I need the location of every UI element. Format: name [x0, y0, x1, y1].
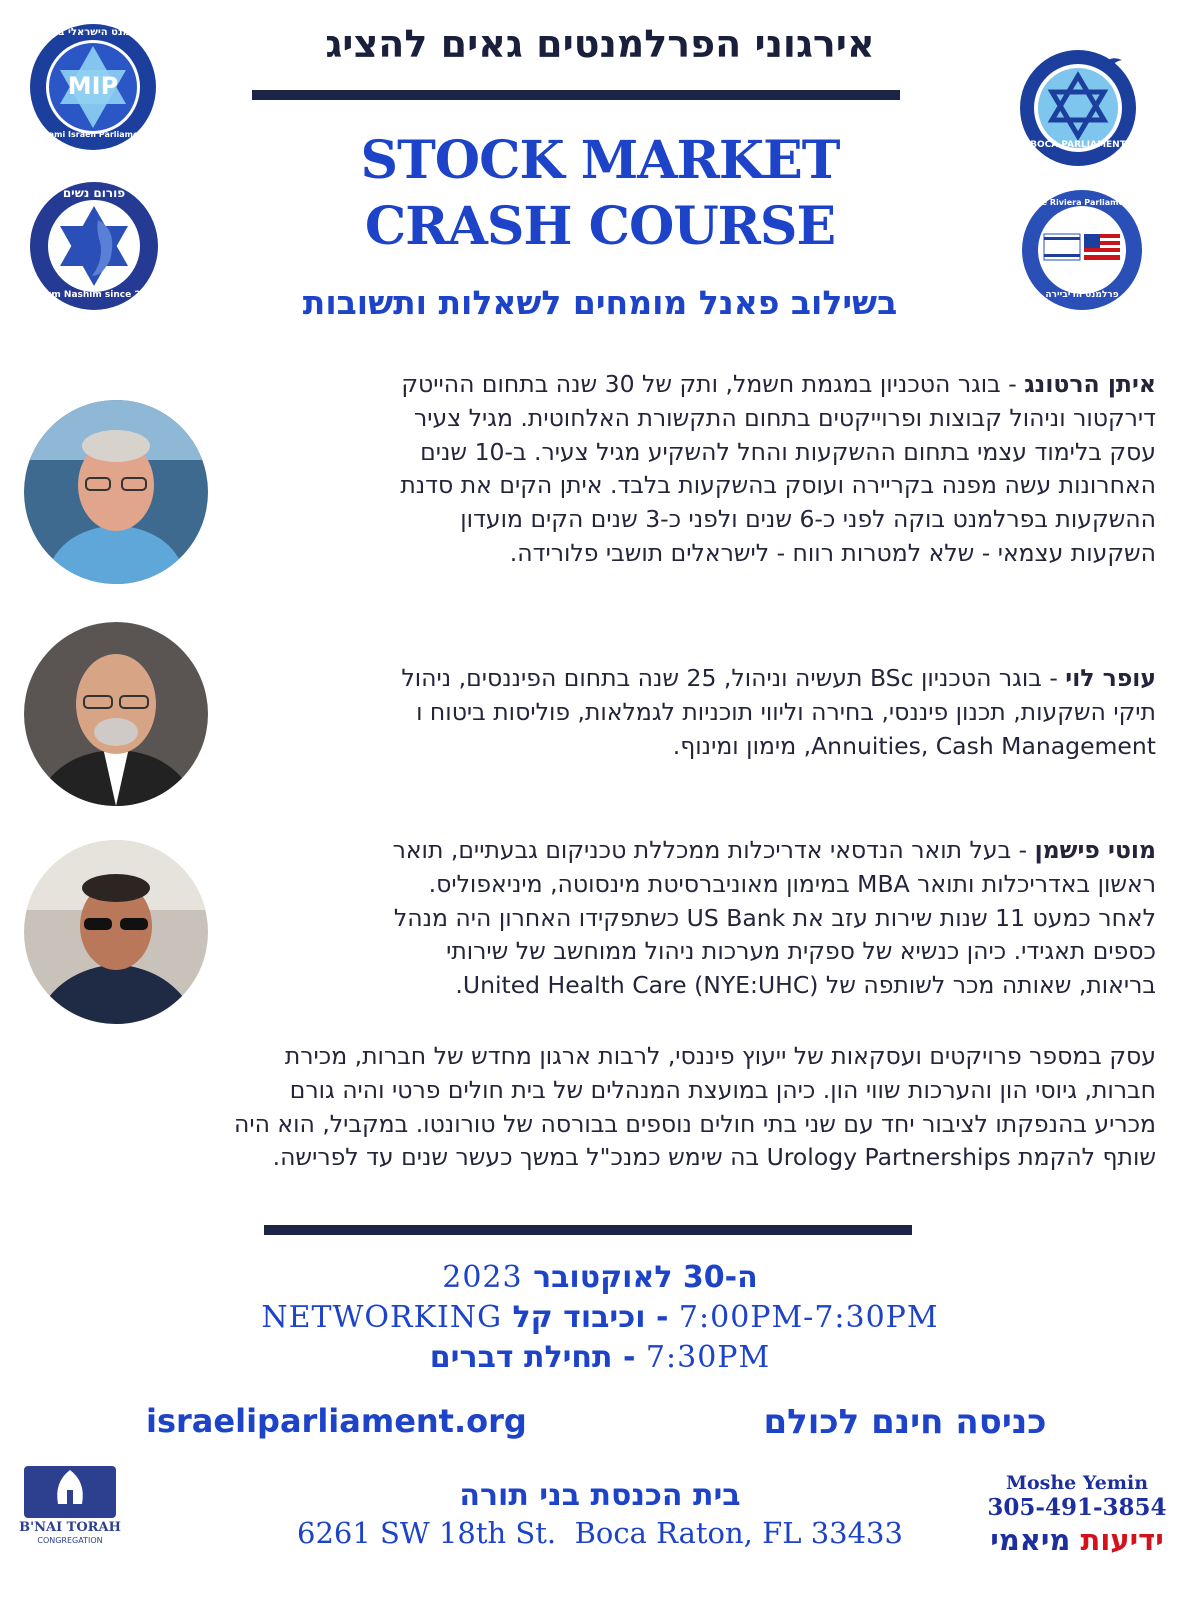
event-date — [200, 1260, 1000, 1295]
bio-line: מכריע בהנפקתו לציבור יחד עם שני בתי חולים נוספים בבורסה של טורונטו. במקביל, הוא היה — [233, 1109, 1156, 1138]
title-line-1: STOCK MARKET — [360, 130, 840, 191]
bio-line: Annuities, Cash Management, מימון ומינוף. — [672, 731, 1156, 760]
bio-line: עסק בלימוד עצמי בתחום ההשקעות והחל להשקיע מגיל צעיר. ב-10 שנים — [420, 437, 1156, 466]
forum-ring-text-en: Forum Nashim since 2009 — [28, 290, 160, 300]
bio-line: לאחר כמעט 11 שנות שירות עזב את US Bank כשתפקידו האחרון היה מנהל — [393, 903, 1156, 932]
event-date-year: 2023 — [442, 1260, 523, 1295]
event-date-he: ה-30 לאוקטובר — [533, 1260, 758, 1295]
talk-time: 7:30PM — [645, 1340, 771, 1375]
speaker-bio-3 — [228, 834, 1156, 1003]
speaker-name-2: עופר לוי — [1065, 664, 1156, 692]
event-networking: 7:00PM-7:30PM - וכיבוד קל NETWORKING — [261, 1300, 939, 1335]
bio-line: עסק במספר פרויקטים ועסקאות של ייעוץ פיננסי, לרבות ארגון מחדש של חברות, מכירת — [284, 1042, 1156, 1070]
free-entry: כניסה חינם לכולם — [763, 1402, 1047, 1442]
networking-he: וכיבוד קל — [512, 1300, 646, 1335]
header-divider — [252, 90, 900, 100]
sponsor-phone: 305-491-3854 — [987, 1494, 1167, 1521]
sponsor-brand-blue: מיאמי — [990, 1523, 1071, 1557]
bio-line: האחרונות עשה מפנה בקריירה ועוסק בהשקעות בלבד. איתן הקים את סדנת — [400, 471, 1156, 500]
speaker-photo-3 — [24, 840, 208, 1024]
speaker-photo-1 — [24, 400, 208, 584]
bio-line: דירקטור וניהול קבוצות ופרוייקטים בתחום התקשורת האלחוטית. מגיל צעיר — [414, 403, 1156, 432]
website-link[interactable]: israeliparliament.org — [146, 1402, 527, 1440]
event-subtitle: בשילוב פאנל מומחים לשאלות ותשובות — [302, 283, 898, 322]
event-title — [300, 128, 900, 260]
speaker-bio-3-continued — [40, 1040, 1156, 1175]
boca-ring-text-he: פרלמנט בוקה — [1048, 152, 1107, 162]
title-line-2: CRASH COURSE — [364, 196, 836, 257]
speaker-bio-2 — [228, 662, 1156, 763]
mip-ring-text-en: Miami Israeli Parliament — [38, 130, 148, 139]
speaker-name-1: איתן הרטונג — [1024, 370, 1156, 398]
bio-line: שותף להקמת Urology Partnerships בה שימש כמנכ"ל במשך כעשר שנים עד לפרישה. — [272, 1143, 1156, 1172]
sponsor-brand — [972, 1523, 1182, 1557]
talk-he: תחילת דברים — [429, 1340, 613, 1375]
riviera-ring-text: The Riviera Parliament — [1030, 198, 1134, 207]
sponsor-name: Moshe Yemin — [1005, 1472, 1149, 1494]
bio-line: בריאות, שאותה מכר לשותפה של (NYE:UHC) United Health Care. — [455, 971, 1156, 1000]
venue-name: בית הכנסת בני תורה — [459, 1478, 741, 1513]
bio-line: איתן הרטונג - בוגר הטכניון במגמת חשמל, ותק של 30 שנה בתחום ההייטק — [401, 370, 1156, 398]
boca-ring-text: BOCA PARLIAMENT — [1030, 140, 1126, 150]
event-divider — [264, 1225, 912, 1235]
bio-line: כספים תאגידי. כיהן כנשיא של ספקית מערכות ניהול ממוחשב של שירותי — [446, 937, 1156, 966]
bio-line: ראשון באדריכלות ותואר MBA במימון מאוניברסיטת מינסוטה, מיניאפוליס. — [428, 869, 1156, 898]
mip-logo — [28, 22, 158, 152]
venue-address: 6261 SW 18th St. Boca Raton, FL 33433 — [297, 1516, 903, 1550]
speaker-bio-1 — [228, 368, 1156, 571]
bio-line: תיקי השקעות, תכנון פיננסי, בחירה וליווי תוכניות לגמלאות, פוליסות ביטוח ו — [416, 697, 1156, 726]
forum-nashim-logo — [28, 180, 160, 312]
mip-letters: MIP — [67, 72, 119, 100]
bnai-line2: CONGREGATION — [37, 1536, 103, 1545]
bio-line: ההשקעות בפרלמנט בוקה לפני כ-6 שנים ולפני כ-3 שנים הקים מועדון — [460, 505, 1156, 534]
networking-time: 7:00PM-7:30PM — [678, 1300, 939, 1335]
bnai-line1: B'NAI TORAH — [19, 1520, 121, 1535]
bnai-torah-logo — [14, 1460, 126, 1550]
mip-ring-text: הפרלמנט הישראלי במיאמי — [30, 27, 156, 38]
sponsor-brand-red: ידיעות — [1080, 1523, 1164, 1557]
bio-line: חברות, גיוסי הון והערכות שווי הון. כיהן במועצת המנהלים של בית חולים פרטי והיה גורם — [289, 1075, 1156, 1104]
header-top-text: אירגוני הפרלמנטים גאים להציג — [325, 22, 875, 66]
riviera-parliament-logo — [1020, 188, 1144, 312]
bio-line: השקעות עצמאי - שלא למטרות רווח - לישראלים תושבי פלורידה. — [509, 538, 1156, 567]
forum-ring-text: פורום נשים — [62, 186, 126, 200]
riviera-ring-text-he: פרלמנט הריביירה — [1045, 290, 1119, 300]
networking-en: NETWORKING — [261, 1300, 503, 1335]
bio-line: מוטי פישמן - בעל תואר הנדסאי אדריכלות ממכללת טכניקום גבעתיים, תואר — [392, 836, 1156, 864]
speaker-name-3: מוטי פישמן — [1034, 836, 1156, 864]
speaker-photo-2 — [24, 622, 208, 806]
event-talk-start: 7:30PM - תחילת דברים — [429, 1340, 771, 1375]
bio-line: עופר לוי - בוגר הטכניון BSc תעשיה וניהול, 25 שנה בתחום הפיננסים, ניהול — [401, 664, 1156, 692]
sponsor-block — [972, 1472, 1182, 1592]
boca-parliament-logo — [1018, 48, 1138, 168]
